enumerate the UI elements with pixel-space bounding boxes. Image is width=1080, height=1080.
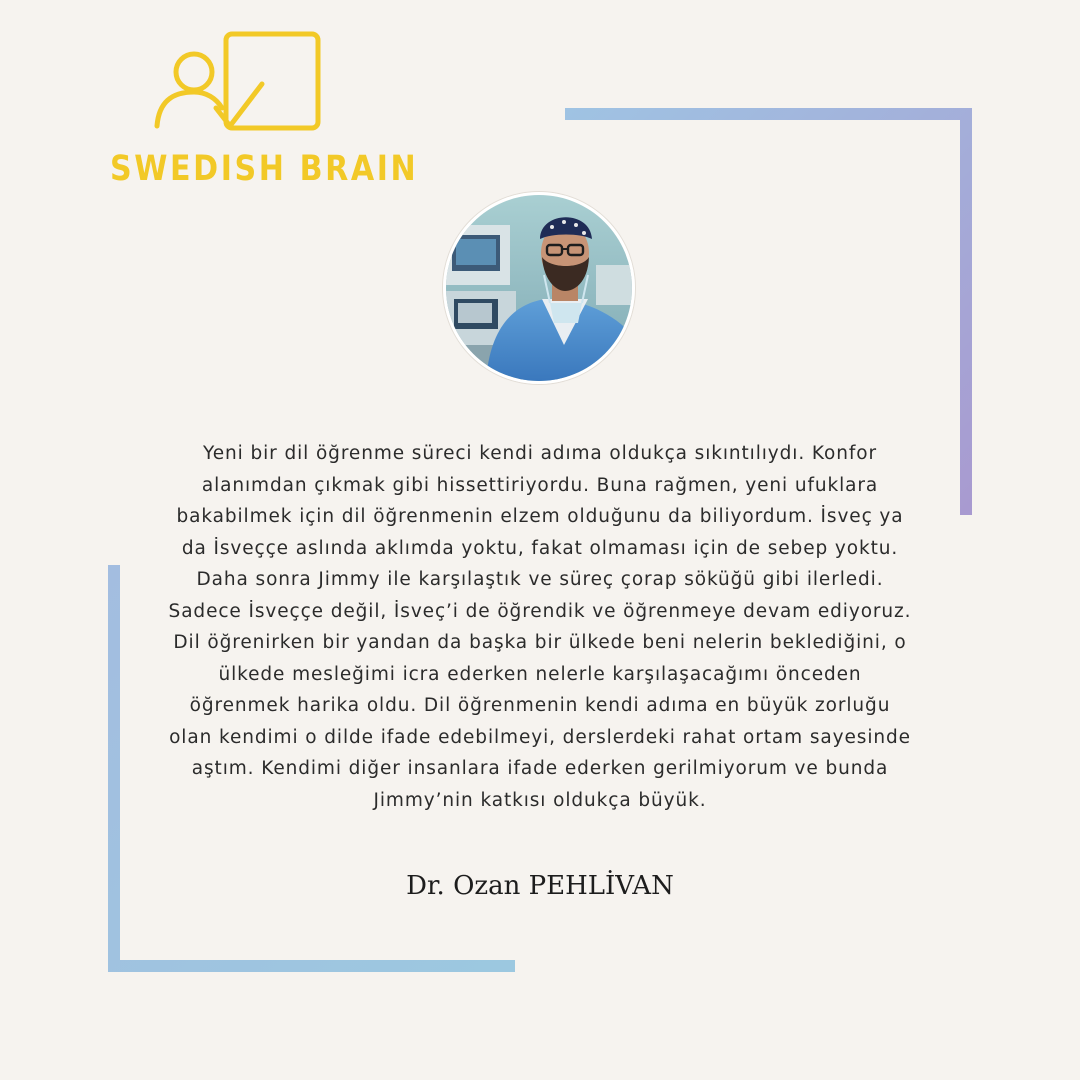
testimonial-line: Sadece İsveççe değil, İsveç’i de öğrendik ve öğrenmeye devam ediyoruz. <box>168 600 912 622</box>
testimonial-line: öğrenmek harika oldu. Dil öğrenmenin kendi adıma en büyük zorluğu <box>189 695 891 716</box>
profile-photo <box>443 192 635 384</box>
brand-name: SWEDISH BRAIN <box>110 149 419 189</box>
testimonial-line: bakabilmek için dil öğrenmenin elzem olduğunu da biliyordum. İsveç ya <box>176 506 904 527</box>
testimonial-line: Dil öğrenirken bir yandan da başka bir ülkede beni nelerin beklediğini, o <box>173 632 907 653</box>
testimonial-line: alanımdan çıkmak gibi hissettiriyordu. Buna rağmen, yeni ufuklara <box>201 474 879 496</box>
testimonial-text <box>135 438 945 816</box>
testimonial-line: da İsveççe aslında aklımda yoktu, fakat olmaması için de sebep yoktu. <box>181 537 899 559</box>
testimonial-line: ülkede mesleğimi icra ederken nelerle karşılaşacağımı önceden <box>218 663 862 685</box>
testimonial-line: aştım. Kendimi diğer insanlara ifade ederken gerilmiyorum ve bunda <box>191 758 889 779</box>
doctor-portrait <box>446 195 632 381</box>
testimonial-line: Daha sonra Jimmy ile karşılaştık ve süreç çorap söküğü gibi ilerledi. <box>196 569 884 590</box>
testimonial-line: olan kendimi o dilde ifade edebilmeyi, derslerdeki rahat ortam sayesinde <box>169 726 911 748</box>
author-name: Dr. Ozan PEHLİVAN <box>406 871 674 901</box>
testimonial-line: Yeni bir dil öğrenme süreci kendi adıma oldukça sıkıntılıydı. Konfor <box>203 443 877 464</box>
testimonial-line: Jimmy’nin katkısı oldukça büyük. <box>373 789 707 811</box>
teacher-board-icon <box>150 28 325 138</box>
